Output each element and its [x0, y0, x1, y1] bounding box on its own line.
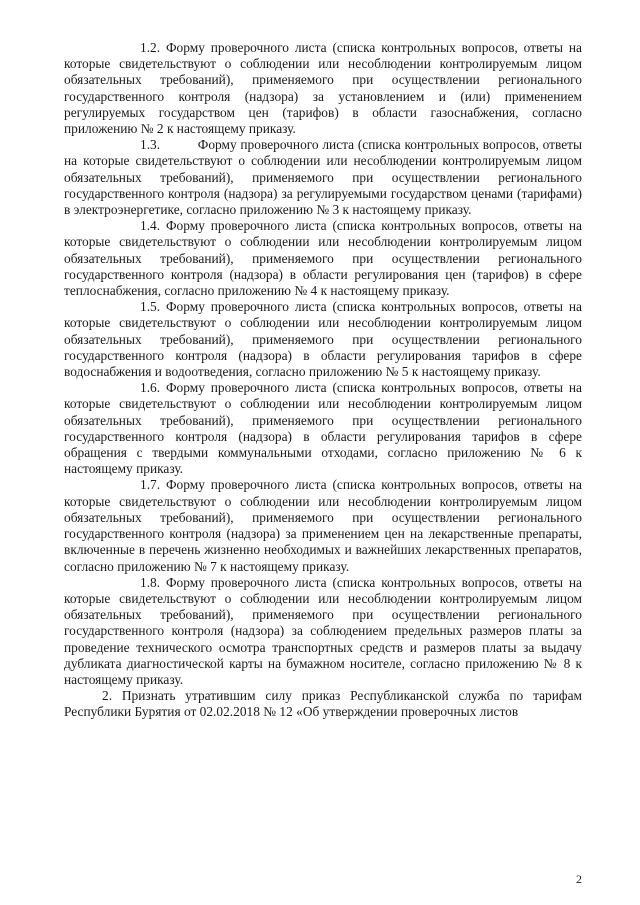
paragraph-number: 1.7. — [140, 477, 161, 493]
paragraph-text: Форму проверочного листа (списка контрольных вопросов, ответы на которые свидетельствуют о соблюдении или несоблюдении контролируемым лицом обязательных требований), применяемого при осуществлении регионального государственного контроля (надзора) за регулируемыми государством ценами (тарифами) в электроэнергетике, согласно приложению № 3 к настоящему приказу. — [64, 137, 583, 218]
page-number: 2 — [576, 872, 582, 886]
paragraph-1-7 — [64, 477, 582, 574]
paragraph-number: 1.4. — [140, 218, 161, 234]
paragraph-text: Форму проверочного листа (списка контрольных вопросов, ответы на которые свидетельствуют о соблюдении или несоблюдении контролируемым лицом обязательных требований), применяемого при осуществлении регионального государственного контроля (надзора) за установлением и (или) применением регулируемых государством цен (тарифов) в области газоснабжения, согласно приложению № 2 к настоящему приказу. — [64, 40, 582, 137]
paragraph-number: 1.6. — [140, 380, 161, 396]
paragraph-text: Форму проверочного листа (списка контрольных вопросов, ответы на которые свидетельствуют о соблюдении или несоблюдении контролируемым лицом обязательных требований), применяемого при осуществлении регионального государственного контроля (надзора) в области регулирования цен (тарифов) в сфере теплоснабжения, согласно приложению № 4 к настоящему приказу. — [64, 218, 582, 299]
paragraph-text: Форму проверочного листа (списка контрольных вопросов, ответы на которые свидетельствуют о соблюдении или несоблюдении контролируемым лицом обязательных требований), применяемого при осуществлении регионального государственного контроля (надзора) за применением цен на лекарственные препараты, включенные в перечень жизненно необходимых и важнейших лекарственных препаратов, согласно приложению № 7 к настоящему приказу. — [64, 477, 582, 574]
paragraph-1-3 — [64, 137, 582, 218]
paragraph-text: Форму проверочного листа (списка контрольных вопросов, ответы на которые свидетельствуют о соблюдении или несоблюдении контролируемым лицом обязательных требований), применяемого при осуществлении регионального государственного контроля (надзора) в области регулирования тарифов в сфере обращения с твердыми коммунальными отходами, согласно приложению № 6 к настоящему приказу. — [64, 380, 582, 477]
paragraph-text: Форму проверочного листа (списка контрольных вопросов, ответы на которые свидетельствуют о соблюдении или несоблюдении контролируемым лицом обязательных требований), применяемого при осуществлении регионального государственного контроля (надзора) в области регулирования тарифов в сфере водоснабжения и водоотведения, согласно приложению № 5 к настоящему приказу. — [64, 299, 582, 380]
paragraph-1-5 — [64, 299, 582, 380]
paragraph-number: 1.5. — [140, 299, 161, 315]
paragraph-1-6 — [64, 380, 582, 477]
paragraph-1-4 — [64, 218, 582, 299]
paragraph-number: 1.3. — [140, 137, 161, 153]
paragraph-text: Форму проверочного листа (списка контрольных вопросов, ответы на которые свидетельствуют о соблюдении или несоблюдении контролируемым лицом обязательных требований), применяемого при осуществлении регионального государственного контроля (надзора) за соблюдением предельных размеров платы за проведение технического осмотра транспортных средств и размеров платы за выдачу дубликата диагностической карты на бумажном носителе, согласно приложению № 8 к настоящему приказу. — [64, 574, 582, 687]
paragraph-number: 2. — [102, 688, 113, 704]
document-body — [64, 40, 582, 721]
paragraph-number: 1.8. — [140, 574, 161, 590]
paragraph-number: 1.2. — [140, 40, 161, 55]
paragraph-text: Признать утратившим силу приказ Республиканской служба по тарифам Республики Бурятия от 02.02.2018 № 12 «Об утверждении проверочных листов — [64, 688, 582, 720]
paragraph-1-8 — [64, 575, 582, 688]
paragraph-1-2 — [64, 40, 582, 137]
paragraph-2 — [64, 688, 582, 720]
